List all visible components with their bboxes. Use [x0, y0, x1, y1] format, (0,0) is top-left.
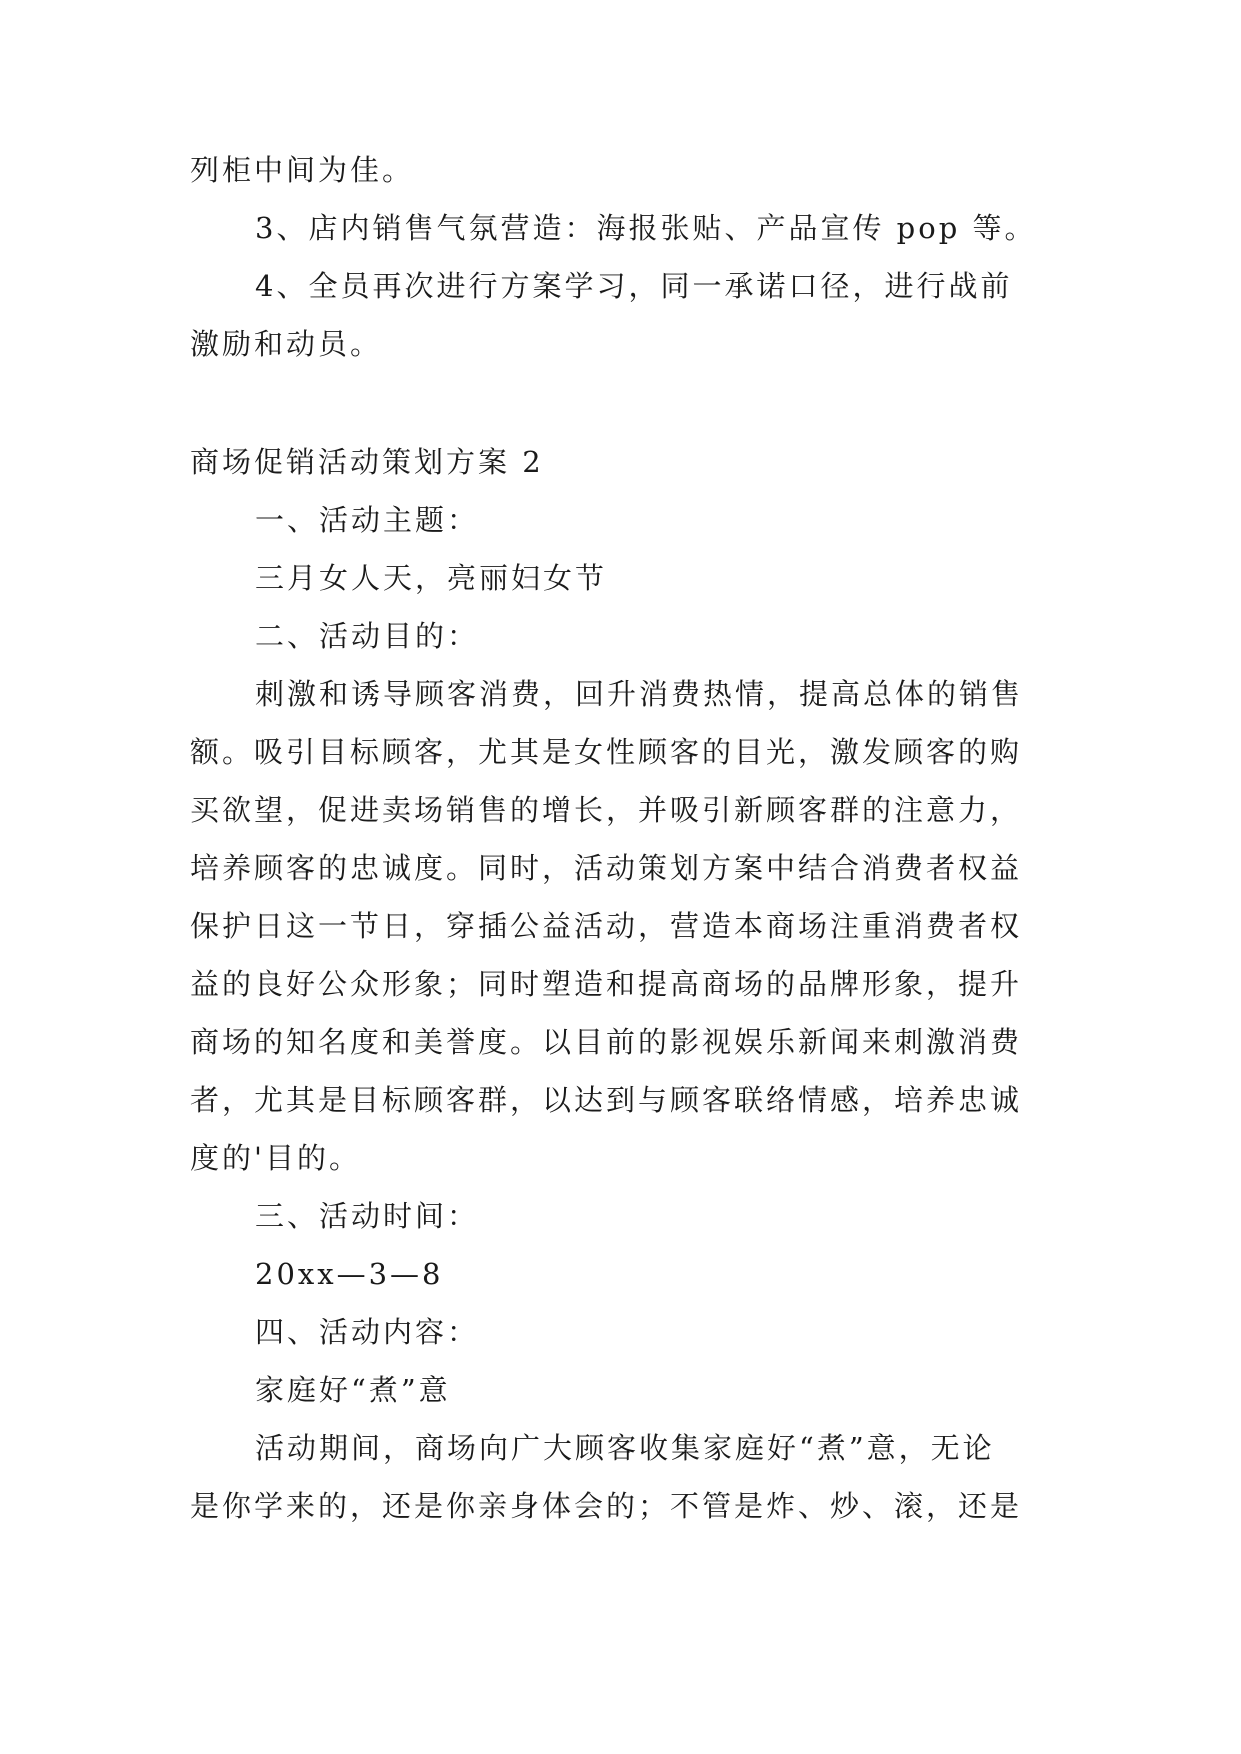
- paragraph-line: 益的良好公众形象；同时塑造和提高商场的品牌形象，提升: [190, 967, 1023, 1001]
- section-title: 商场促销活动策划方案 2: [190, 445, 544, 479]
- list-item-3: 3、店内销售气氛营造：海报张贴、产品宣传 pop 等。: [255, 211, 1037, 245]
- paragraph-line: 是你学来的，还是你亲身体会的；不管是炸、炒、滚，还是: [190, 1489, 1023, 1523]
- list-item-4: 4、全员再次进行方案学习，同一承诺口径，进行战前: [255, 269, 1013, 303]
- paragraph-line: 刺激和诱导顾客消费，回升消费热情，提高总体的销售: [255, 677, 1024, 711]
- activity-name: 家庭好“煮”意: [255, 1373, 451, 1407]
- heading-content: 四、活动内容：: [255, 1315, 480, 1349]
- paragraph-line: 度的'目的。: [190, 1141, 361, 1175]
- paragraph-line: 者，尤其是目标顾客群，以达到与顾客联络情感，培养忠诚: [190, 1083, 1023, 1117]
- event-date: 20xx—3—8: [255, 1257, 444, 1291]
- heading-purpose: 二、活动目的：: [255, 619, 480, 653]
- paragraph-line: 活动期间，商场向广大顾客收集家庭好“煮”意，无论: [255, 1431, 995, 1465]
- paragraph-line: 买欲望，促进卖场销售的增长，并吸引新顾客群的注意力，: [190, 793, 1023, 827]
- paragraph-line: 培养顾客的忠诚度。同时，活动策划方案中结合消费者权益: [190, 851, 1023, 885]
- paragraph-line: 保护日这一节日，穿插公益活动，营造本商场注重消费者权: [190, 909, 1023, 943]
- heading-theme: 一、活动主题：: [255, 503, 480, 537]
- paragraph-line: 激励和动员。: [190, 327, 383, 361]
- paragraph-line: 列柜中间为佳。: [190, 153, 415, 187]
- paragraph-line: 额。吸引目标顾客，尤其是女性顾客的目光，激发顾客的购: [190, 735, 1023, 769]
- heading-time: 三、活动时间：: [255, 1199, 480, 1233]
- paragraph-line: 商场的知名度和美誉度。以目前的影视娱乐新闻来刺激消费: [190, 1025, 1023, 1059]
- theme-text: 三月女人天，亮丽妇女节: [255, 561, 608, 595]
